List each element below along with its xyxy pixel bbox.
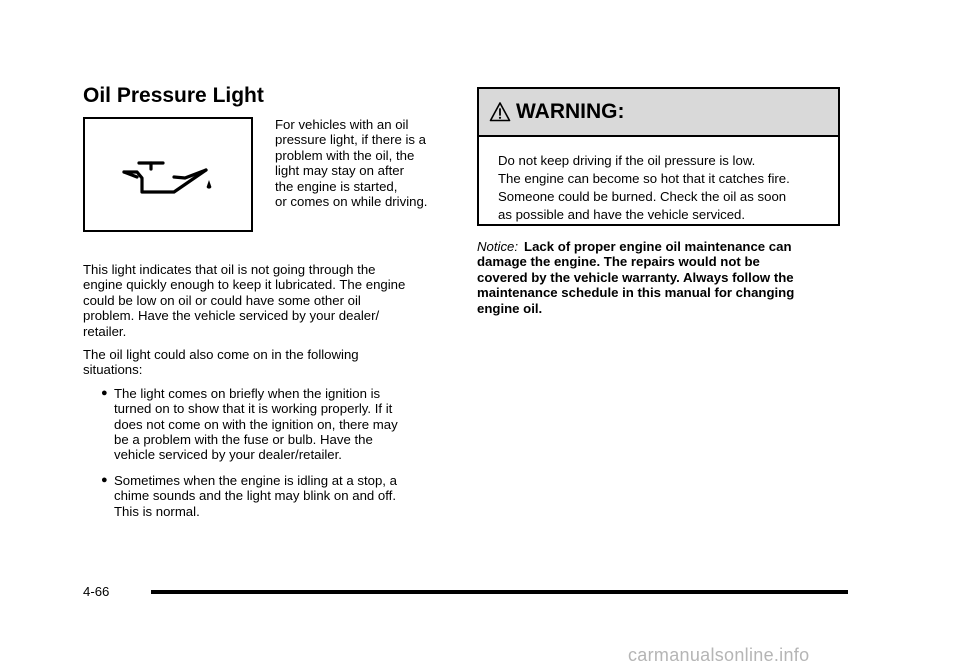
warning-header — [479, 89, 838, 137]
paragraph-situations — [83, 347, 458, 378]
watermark: carmanualsonline.info — [628, 645, 810, 665]
intro-line: pressure light, if there is a — [275, 132, 426, 148]
intro-line: For vehicles with an oil — [275, 117, 409, 132]
bullet-item — [83, 473, 458, 519]
warning-title: WARNING: — [516, 100, 625, 123]
text-line: engine oil. — [477, 300, 543, 316]
text-line: The oil light could also come on in the following — [83, 347, 359, 363]
notice-text — [477, 239, 847, 316]
text-line: Sometimes when the engine is idling at a stop, a — [114, 472, 397, 488]
text-line: situations: — [83, 362, 143, 378]
warning-line: Someone could be burned. Check the oil as soon — [498, 189, 787, 204]
warning-line: Do not keep driving if the oil pressure is low. — [498, 153, 756, 168]
text-line: The light comes on briefly when the ignition is — [114, 385, 381, 401]
text-line: This light indicates that oil is not going through the — [83, 262, 376, 277]
paragraph-oil-light-meaning — [83, 262, 458, 339]
text-line: does not come on with the ignition on, there may — [114, 416, 398, 432]
intro-line: light may stay on after — [275, 163, 405, 179]
intro-line: the engine is started, — [275, 178, 398, 194]
text-line: covered by the vehicle warranty. Always follow the — [477, 269, 794, 285]
notice-first-line — [477, 239, 847, 254]
bullet-icon: ● — [101, 473, 108, 486]
footer-rule — [151, 590, 848, 594]
text-line: This is normal. — [114, 503, 200, 519]
text-line: vehicle serviced by your dealer/retailer. — [114, 447, 342, 463]
text-line: damage the engine. The repairs would not be — [477, 254, 760, 270]
bullet-icon: ● — [101, 386, 108, 399]
text-line: maintenance schedule in this manual for changing — [477, 285, 795, 301]
warning-body — [479, 137, 838, 224]
intro-text — [275, 117, 455, 209]
text-line: be a problem with the fuse or bulb. Have the — [114, 432, 373, 448]
text-line: retailer. — [83, 323, 127, 339]
notice-label: Notice: — [477, 239, 519, 254]
text-line: turned on to show that it is working properly. If it — [114, 401, 393, 417]
text-line: could be low on oil or could have some other oil — [83, 292, 361, 308]
oil-can-icon — [85, 119, 251, 230]
text-line: engine quickly enough to keep it lubricated. The engine — [83, 277, 406, 293]
warning-box — [477, 87, 840, 226]
body-text-column — [83, 262, 458, 529]
oil-pressure-light-icon-frame — [83, 117, 253, 232]
text-line: Lack of proper engine oil maintenance can — [524, 239, 792, 254]
page-title: Oil Pressure Light — [83, 84, 264, 107]
text-line: problem. Have the vehicle serviced by your dealer/ — [83, 308, 380, 324]
bullet-item — [83, 386, 458, 463]
warning-triangle-icon — [489, 101, 511, 123]
warning-line: as possible and have the vehicle serviced. — [498, 207, 746, 222]
page-number: 4-66 — [83, 584, 110, 599]
intro-line: or comes on while driving. — [275, 194, 428, 210]
text-line: chime sounds and the light may blink on and off. — [114, 488, 396, 504]
intro-line: problem with the oil, the — [275, 147, 415, 163]
warning-line: The engine can become so hot that it catches fire. — [498, 171, 790, 186]
